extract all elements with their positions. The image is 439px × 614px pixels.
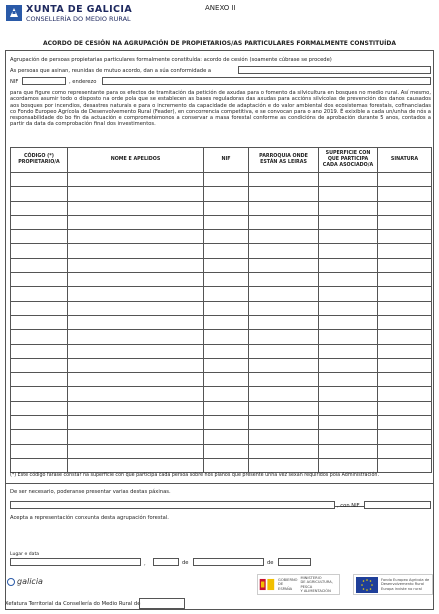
- more-pages-note: De ser necesario, poderanse presentar varias destas páxinas.: [10, 489, 171, 495]
- nif-label: NIF: [10, 79, 19, 85]
- table-cell[interactable]: [68, 215, 204, 229]
- table-cell[interactable]: [11, 258, 68, 272]
- eu-line-3: Europa inviste no rural: [381, 586, 422, 591]
- table-row: [11, 458, 432, 472]
- table-cell[interactable]: [68, 230, 204, 244]
- table-cell[interactable]: [68, 458, 204, 472]
- table-cell[interactable]: [319, 330, 378, 344]
- table-row: [11, 358, 432, 372]
- table-cell[interactable]: [319, 301, 378, 315]
- table-cell[interactable]: [204, 187, 249, 201]
- table-cell[interactable]: [204, 287, 249, 301]
- table-cell[interactable]: [378, 173, 432, 187]
- spain-coat-of-arms-icon: [258, 575, 275, 594]
- table-cell[interactable]: [378, 244, 432, 258]
- table-cell[interactable]: [249, 373, 319, 387]
- table-row: [11, 373, 432, 387]
- table-cell[interactable]: [204, 315, 249, 329]
- table-row: [11, 187, 432, 201]
- table-cell[interactable]: [68, 244, 204, 258]
- eu-flag-icon: [356, 577, 378, 593]
- de-label-2: de: [267, 560, 274, 566]
- table-cell[interactable]: [378, 444, 432, 458]
- table-cell[interactable]: [319, 173, 378, 187]
- table-cell[interactable]: [204, 387, 249, 401]
- table-cell[interactable]: [319, 416, 378, 430]
- table-cell[interactable]: [249, 273, 319, 287]
- table-cell[interactable]: [378, 187, 432, 201]
- table-cell[interactable]: [378, 430, 432, 444]
- table-row: [11, 273, 432, 287]
- table-cell[interactable]: [378, 273, 432, 287]
- place-field[interactable]: [10, 558, 141, 566]
- table-row: [11, 444, 432, 458]
- table-cell[interactable]: [378, 387, 432, 401]
- table-cell[interactable]: [11, 244, 68, 258]
- table-cell[interactable]: [378, 416, 432, 430]
- table-cell[interactable]: [11, 344, 68, 358]
- table-cell[interactable]: [378, 201, 432, 215]
- xefatura-province-field[interactable]: [139, 598, 185, 609]
- table-cell[interactable]: [204, 173, 249, 187]
- table-cell[interactable]: [11, 373, 68, 387]
- eu-feader-logo: [353, 574, 433, 595]
- table-cell[interactable]: [378, 230, 432, 244]
- spain-government-logo: [257, 574, 340, 595]
- gob-line-4: DE AGRICULTURA, PESCA: [300, 580, 333, 589]
- table-cell[interactable]: [204, 430, 249, 444]
- table-cell[interactable]: [249, 416, 319, 430]
- table-cell[interactable]: [378, 458, 432, 472]
- table-cell[interactable]: [249, 387, 319, 401]
- table-cell[interactable]: [11, 330, 68, 344]
- members-table: [10, 147, 432, 473]
- table-cell[interactable]: [378, 358, 432, 372]
- table-cell[interactable]: [68, 358, 204, 372]
- col-header-signature: SINATURA: [378, 148, 432, 173]
- eu-line-1: Fondo Europeo Agrícola de: [381, 577, 430, 582]
- table-cell[interactable]: [204, 273, 249, 287]
- annex-label: ANEXO II: [205, 4, 236, 12]
- table-cell[interactable]: [378, 330, 432, 344]
- table-cell[interactable]: [249, 215, 319, 229]
- table-cell[interactable]: [11, 444, 68, 458]
- xunta-title: XUNTA DE GALICIA: [26, 4, 133, 15]
- table-cell[interactable]: [249, 187, 319, 201]
- xunta-logo: [6, 4, 146, 32]
- table-cell[interactable]: [319, 430, 378, 444]
- table-cell[interactable]: [319, 287, 378, 301]
- table-cell[interactable]: [204, 373, 249, 387]
- table-cell[interactable]: [11, 430, 68, 444]
- table-cell[interactable]: [249, 330, 319, 344]
- table-cell[interactable]: [249, 444, 319, 458]
- table-cell[interactable]: [68, 444, 204, 458]
- table-row: [11, 215, 432, 229]
- table-cell[interactable]: [249, 244, 319, 258]
- table-cell[interactable]: [68, 273, 204, 287]
- page-header: [6, 4, 434, 32]
- agreement-section: [5, 50, 434, 484]
- galicia-logo: [7, 577, 43, 586]
- table-cell[interactable]: [68, 201, 204, 215]
- table-cell[interactable]: [68, 373, 204, 387]
- table-cell[interactable]: [11, 416, 68, 430]
- table-cell[interactable]: [204, 215, 249, 229]
- table-footnote: (*) Este código farase constar na superficie con que participa cada persoa sobre nos planos que presente unha vez sexan requiridos pola Administración.: [10, 473, 379, 478]
- table-row: [11, 201, 432, 215]
- group-label: Agrupación de persoas propietarias particulares formalmente constituída: acordo de cesión (soamente cúbrase se procede): [10, 57, 332, 63]
- accept-statement: Acepta a representación conxunta desta agrupación forestal.: [10, 515, 169, 521]
- table-cell[interactable]: [249, 401, 319, 415]
- day-field[interactable]: [153, 558, 179, 566]
- table-cell[interactable]: [68, 258, 204, 272]
- table-cell[interactable]: [68, 287, 204, 301]
- table-cell[interactable]: [319, 315, 378, 329]
- persons-label: As persoas que asinan, reunidas de mutuo acordo, dan a súa conformidade a: [10, 68, 212, 74]
- comma-separator: ,: [144, 561, 146, 567]
- table-cell[interactable]: [204, 330, 249, 344]
- table-cell[interactable]: [319, 344, 378, 358]
- table-cell[interactable]: [319, 201, 378, 215]
- table-cell[interactable]: [11, 201, 68, 215]
- xefatura-label: Xefatura Territorial da Consellería do Medio Rural de: [5, 601, 141, 607]
- with-nif-label: , con NIF: [337, 503, 360, 509]
- table-cell[interactable]: [68, 187, 204, 201]
- table-row: [11, 258, 432, 272]
- representative-name-field[interactable]: [238, 66, 431, 74]
- table-row: [11, 330, 432, 344]
- table-cell[interactable]: [68, 173, 204, 187]
- table-header-row: [11, 148, 432, 173]
- table-cell[interactable]: [319, 215, 378, 229]
- table-cell[interactable]: [204, 344, 249, 358]
- table-cell[interactable]: [319, 373, 378, 387]
- table-cell[interactable]: [11, 387, 68, 401]
- table-cell[interactable]: [319, 244, 378, 258]
- table-cell[interactable]: [249, 287, 319, 301]
- col-header-parish: PARROQUIA ONDE ESTÁN AS LEIRAS: [249, 148, 319, 173]
- address-label: , enderezo: [69, 79, 97, 85]
- table-cell[interactable]: [11, 187, 68, 201]
- table-cell[interactable]: [11, 315, 68, 329]
- table-cell[interactable]: [378, 287, 432, 301]
- table-cell[interactable]: [378, 315, 432, 329]
- table-row: [11, 315, 432, 329]
- col-header-surface: SUPERFICIE CON QUE PARTICIPA CADA ASOCIADO/A: [319, 148, 378, 173]
- agreement-paragraph: para que figure como representante para os efectos de tramitación da petición de axudas para o fomento da silvicultura en bosques no medio rural. Así mesmo, acordamos asumir todo o disposto na orde pola que se establecen as bases reguladoras das axudas para accións silvícolas de prevención dos danos causados aos bosques por incendios, desastres naturais e para o incremento da capacidade de adaptación e do valor ambiental dos ecosistemas forestais, cofinanciadas co Fondo Europeo Agrícola de Desenvolvemento Rural (Feader), en concorrencia competitiva, e se convocan para o ano 2019. É exixible a cada un/unha de nós a responsabilidade do bo fin da actuación e comprometémonos a conservar a masa forestal conforme as condicións de aprobación durante 5 anos, contados a partir da data da comprobación final dos investimentos.: [10, 90, 431, 128]
- table-cell[interactable]: [378, 373, 432, 387]
- table-row: [11, 430, 432, 444]
- table-cell[interactable]: [11, 273, 68, 287]
- table-row: [11, 173, 432, 187]
- table-cell[interactable]: [378, 344, 432, 358]
- table-cell[interactable]: [11, 230, 68, 244]
- table-cell[interactable]: [319, 187, 378, 201]
- table-cell[interactable]: [319, 358, 378, 372]
- table-cell[interactable]: [68, 416, 204, 430]
- representative-nif-field[interactable]: [22, 77, 66, 85]
- table-cell[interactable]: [249, 458, 319, 472]
- table-row: [11, 244, 432, 258]
- table-row: [11, 401, 432, 415]
- table-cell[interactable]: [319, 258, 378, 272]
- eu-line-2: Desenvolvemento Rural: [381, 582, 425, 587]
- table-cell[interactable]: [378, 215, 432, 229]
- table-cell[interactable]: [204, 444, 249, 458]
- col-header-name: NOME E APELIDOS: [68, 148, 204, 173]
- table-cell[interactable]: [319, 444, 378, 458]
- table-cell[interactable]: [68, 401, 204, 415]
- footer-logos: [5, 573, 434, 599]
- col-header-code: CÓDIGO (*) PROPIETARIO/A: [11, 148, 68, 173]
- representative-signature-name-field[interactable]: [10, 501, 335, 509]
- table-cell[interactable]: [68, 344, 204, 358]
- table-row: [11, 230, 432, 244]
- table-cell[interactable]: [319, 230, 378, 244]
- galicia-mark-icon: [7, 578, 15, 586]
- table-cell[interactable]: [249, 201, 319, 215]
- table-row: [11, 387, 432, 401]
- table-cell[interactable]: [68, 315, 204, 329]
- table-cell[interactable]: [204, 230, 249, 244]
- table-cell[interactable]: [11, 301, 68, 315]
- table-cell[interactable]: [11, 358, 68, 372]
- table-cell[interactable]: [11, 287, 68, 301]
- gob-line-5: Y ALIMENTACIÓN: [300, 589, 331, 593]
- year-field[interactable]: [278, 558, 311, 566]
- de-label-1: de: [182, 560, 189, 566]
- table-cell[interactable]: [11, 215, 68, 229]
- conselleria-name: CONSELLERÍA DO MEDIO RURAL: [26, 15, 131, 23]
- table-cell[interactable]: [378, 401, 432, 415]
- table-cell[interactable]: [249, 358, 319, 372]
- form-title: ACORDO DE CESIÓN NA AGRUPACIÓN DE PROPIETARIOS/AS PARTICULARES FORMALMENTE CONSTITUÍDA: [43, 40, 396, 47]
- table-cell[interactable]: [11, 173, 68, 187]
- table-cell[interactable]: [249, 344, 319, 358]
- table-cell[interactable]: [68, 330, 204, 344]
- galicia-text: galicia: [17, 577, 43, 586]
- table-row: [11, 344, 432, 358]
- table-cell[interactable]: [319, 387, 378, 401]
- table-row: [11, 287, 432, 301]
- table-cell[interactable]: [249, 173, 319, 187]
- table-cell[interactable]: [249, 301, 319, 315]
- table-cell[interactable]: [319, 401, 378, 415]
- table-cell[interactable]: [204, 458, 249, 472]
- table-cell[interactable]: [249, 315, 319, 329]
- table-cell[interactable]: [319, 273, 378, 287]
- table-cell[interactable]: [68, 430, 204, 444]
- xunta-emblem-icon: [6, 5, 22, 21]
- gob-line-1: GOBIERNO: [278, 577, 298, 582]
- place-date-label: Lugar e data: [10, 552, 40, 557]
- table-row: [11, 416, 432, 430]
- table-cell[interactable]: [204, 301, 249, 315]
- gob-line-3: MINISTERIO: [300, 575, 322, 580]
- table-cell[interactable]: [249, 230, 319, 244]
- table-cell[interactable]: [378, 301, 432, 315]
- table-cell[interactable]: [68, 387, 204, 401]
- table-cell[interactable]: [204, 201, 249, 215]
- table-cell[interactable]: [249, 430, 319, 444]
- table-cell[interactable]: [204, 244, 249, 258]
- table-cell[interactable]: [11, 401, 68, 415]
- month-field[interactable]: [193, 558, 264, 566]
- table-cell[interactable]: [68, 301, 204, 315]
- table-row: [11, 301, 432, 315]
- col-header-nif: NIF: [204, 148, 249, 173]
- table-cell[interactable]: [204, 416, 249, 430]
- table-cell[interactable]: [204, 358, 249, 372]
- table-cell[interactable]: [11, 458, 68, 472]
- table-cell[interactable]: [204, 258, 249, 272]
- representative-address-field[interactable]: [102, 77, 431, 85]
- table-cell[interactable]: [249, 258, 319, 272]
- table-cell[interactable]: [378, 258, 432, 272]
- table-cell[interactable]: [319, 458, 378, 472]
- gob-line-2: DE ESPAÑA: [278, 582, 293, 591]
- representative-signature-nif-field[interactable]: [364, 501, 431, 509]
- table-cell[interactable]: [204, 401, 249, 415]
